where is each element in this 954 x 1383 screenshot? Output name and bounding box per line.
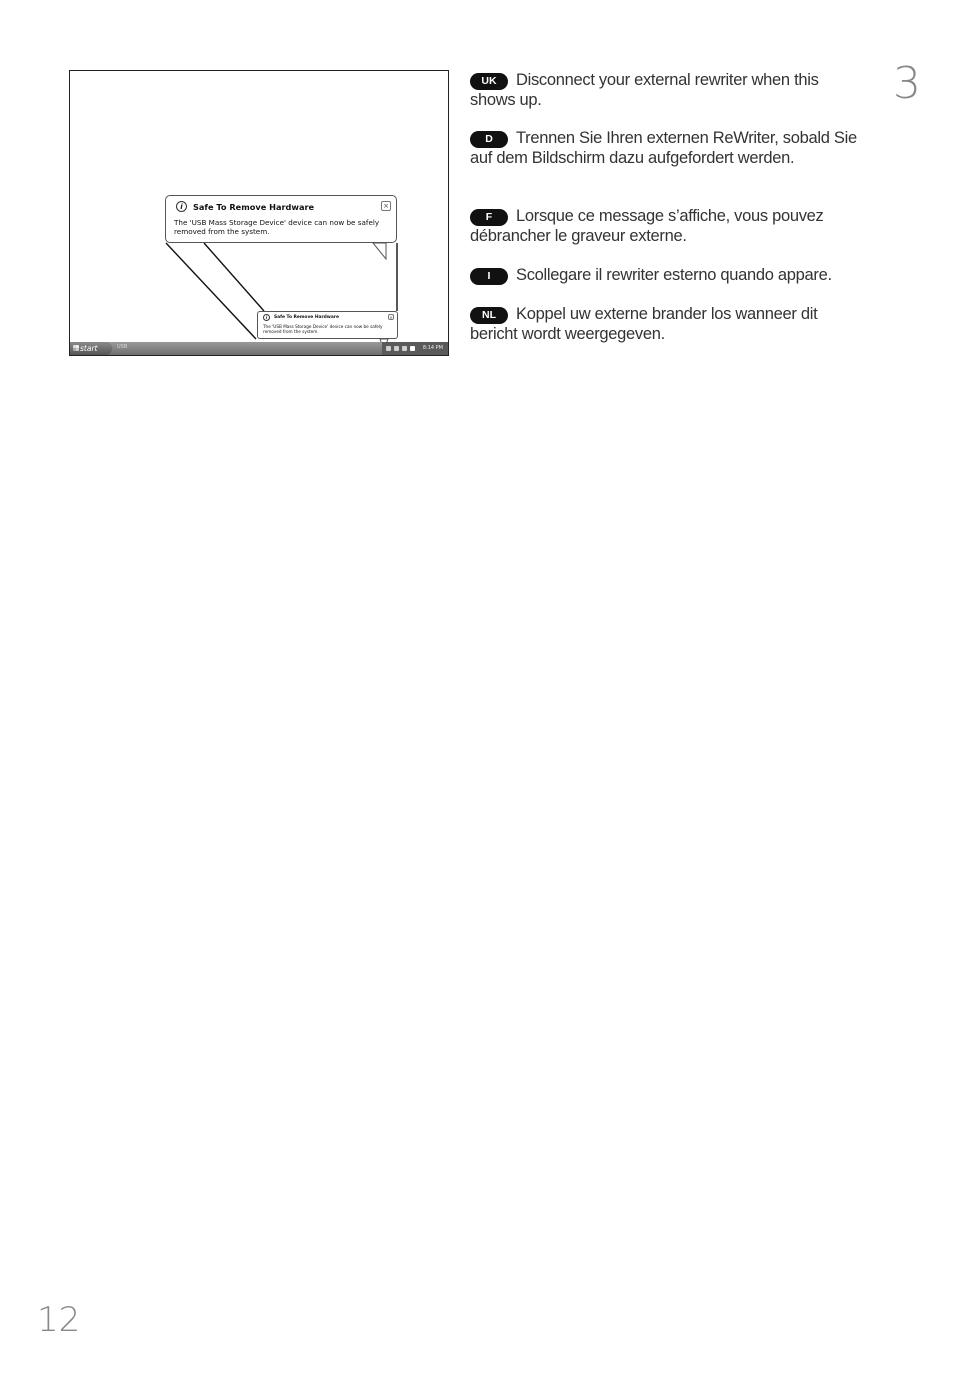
safely-remove-hardware-icon[interactable] [386, 346, 391, 351]
language-badge-uk: UK [470, 73, 508, 90]
info-icon: i [176, 201, 187, 212]
instruction-i [470, 266, 860, 286]
info-icon: i [263, 314, 270, 321]
taskbar-task-label[interactable]: USB [117, 344, 128, 350]
instruction-text: Trennen Sie Ihren externen ReWriter, sobald Sie auf dem Bildschirm dazu aufgefordert werden. [470, 129, 857, 167]
instruction-nl [470, 305, 860, 344]
language-badge-d: D [470, 131, 508, 148]
volume-icon[interactable] [410, 346, 415, 351]
balloon-title: Safe To Remove Hardware [193, 202, 315, 212]
network-icon[interactable] [394, 346, 399, 351]
instruction-text: Scollegare il rewriter esterno quando appare. [516, 266, 832, 284]
screenshot-illustration [69, 70, 449, 356]
system-tray [382, 342, 448, 355]
instruction-f [470, 207, 860, 246]
balloon-small-title: Safe To Remove Hardware [274, 315, 339, 320]
instruction-uk [470, 71, 860, 110]
shield-icon[interactable] [402, 346, 407, 351]
instruction-text: Koppel uw externe brander los wanneer dit bericht wordt weergegeven. [470, 305, 818, 343]
safe-remove-balloon [165, 195, 397, 243]
start-button[interactable] [70, 342, 112, 355]
language-badge-i: I [470, 268, 508, 285]
balloon-small-message: The 'USB Mass Storage Device' device can now be safely removed from the system. [263, 324, 383, 335]
windows-flag-icon [73, 345, 79, 351]
instruction-text: Disconnect your external rewriter when this shows up. [470, 71, 819, 109]
safe-remove-balloon-small [257, 311, 398, 339]
close-icon[interactable]: × [389, 314, 393, 320]
balloon-message: The 'USB Mass Storage Device' device can now be safely removed from the system. [174, 218, 380, 237]
start-label: start [80, 344, 98, 353]
language-badge-nl: NL [470, 307, 508, 324]
instruction-text: Lorsque ce message s’affiche, vous pouvez débrancher le graveur externe. [470, 207, 824, 245]
tray-clock: 8:14 PM [422, 345, 443, 351]
instruction-d [470, 129, 860, 168]
page-number: 12 [37, 1300, 81, 1340]
chapter-number: 3 [893, 58, 921, 109]
language-badge-f: F [470, 209, 508, 226]
close-icon[interactable]: × [381, 201, 391, 211]
taskbar [70, 342, 448, 355]
